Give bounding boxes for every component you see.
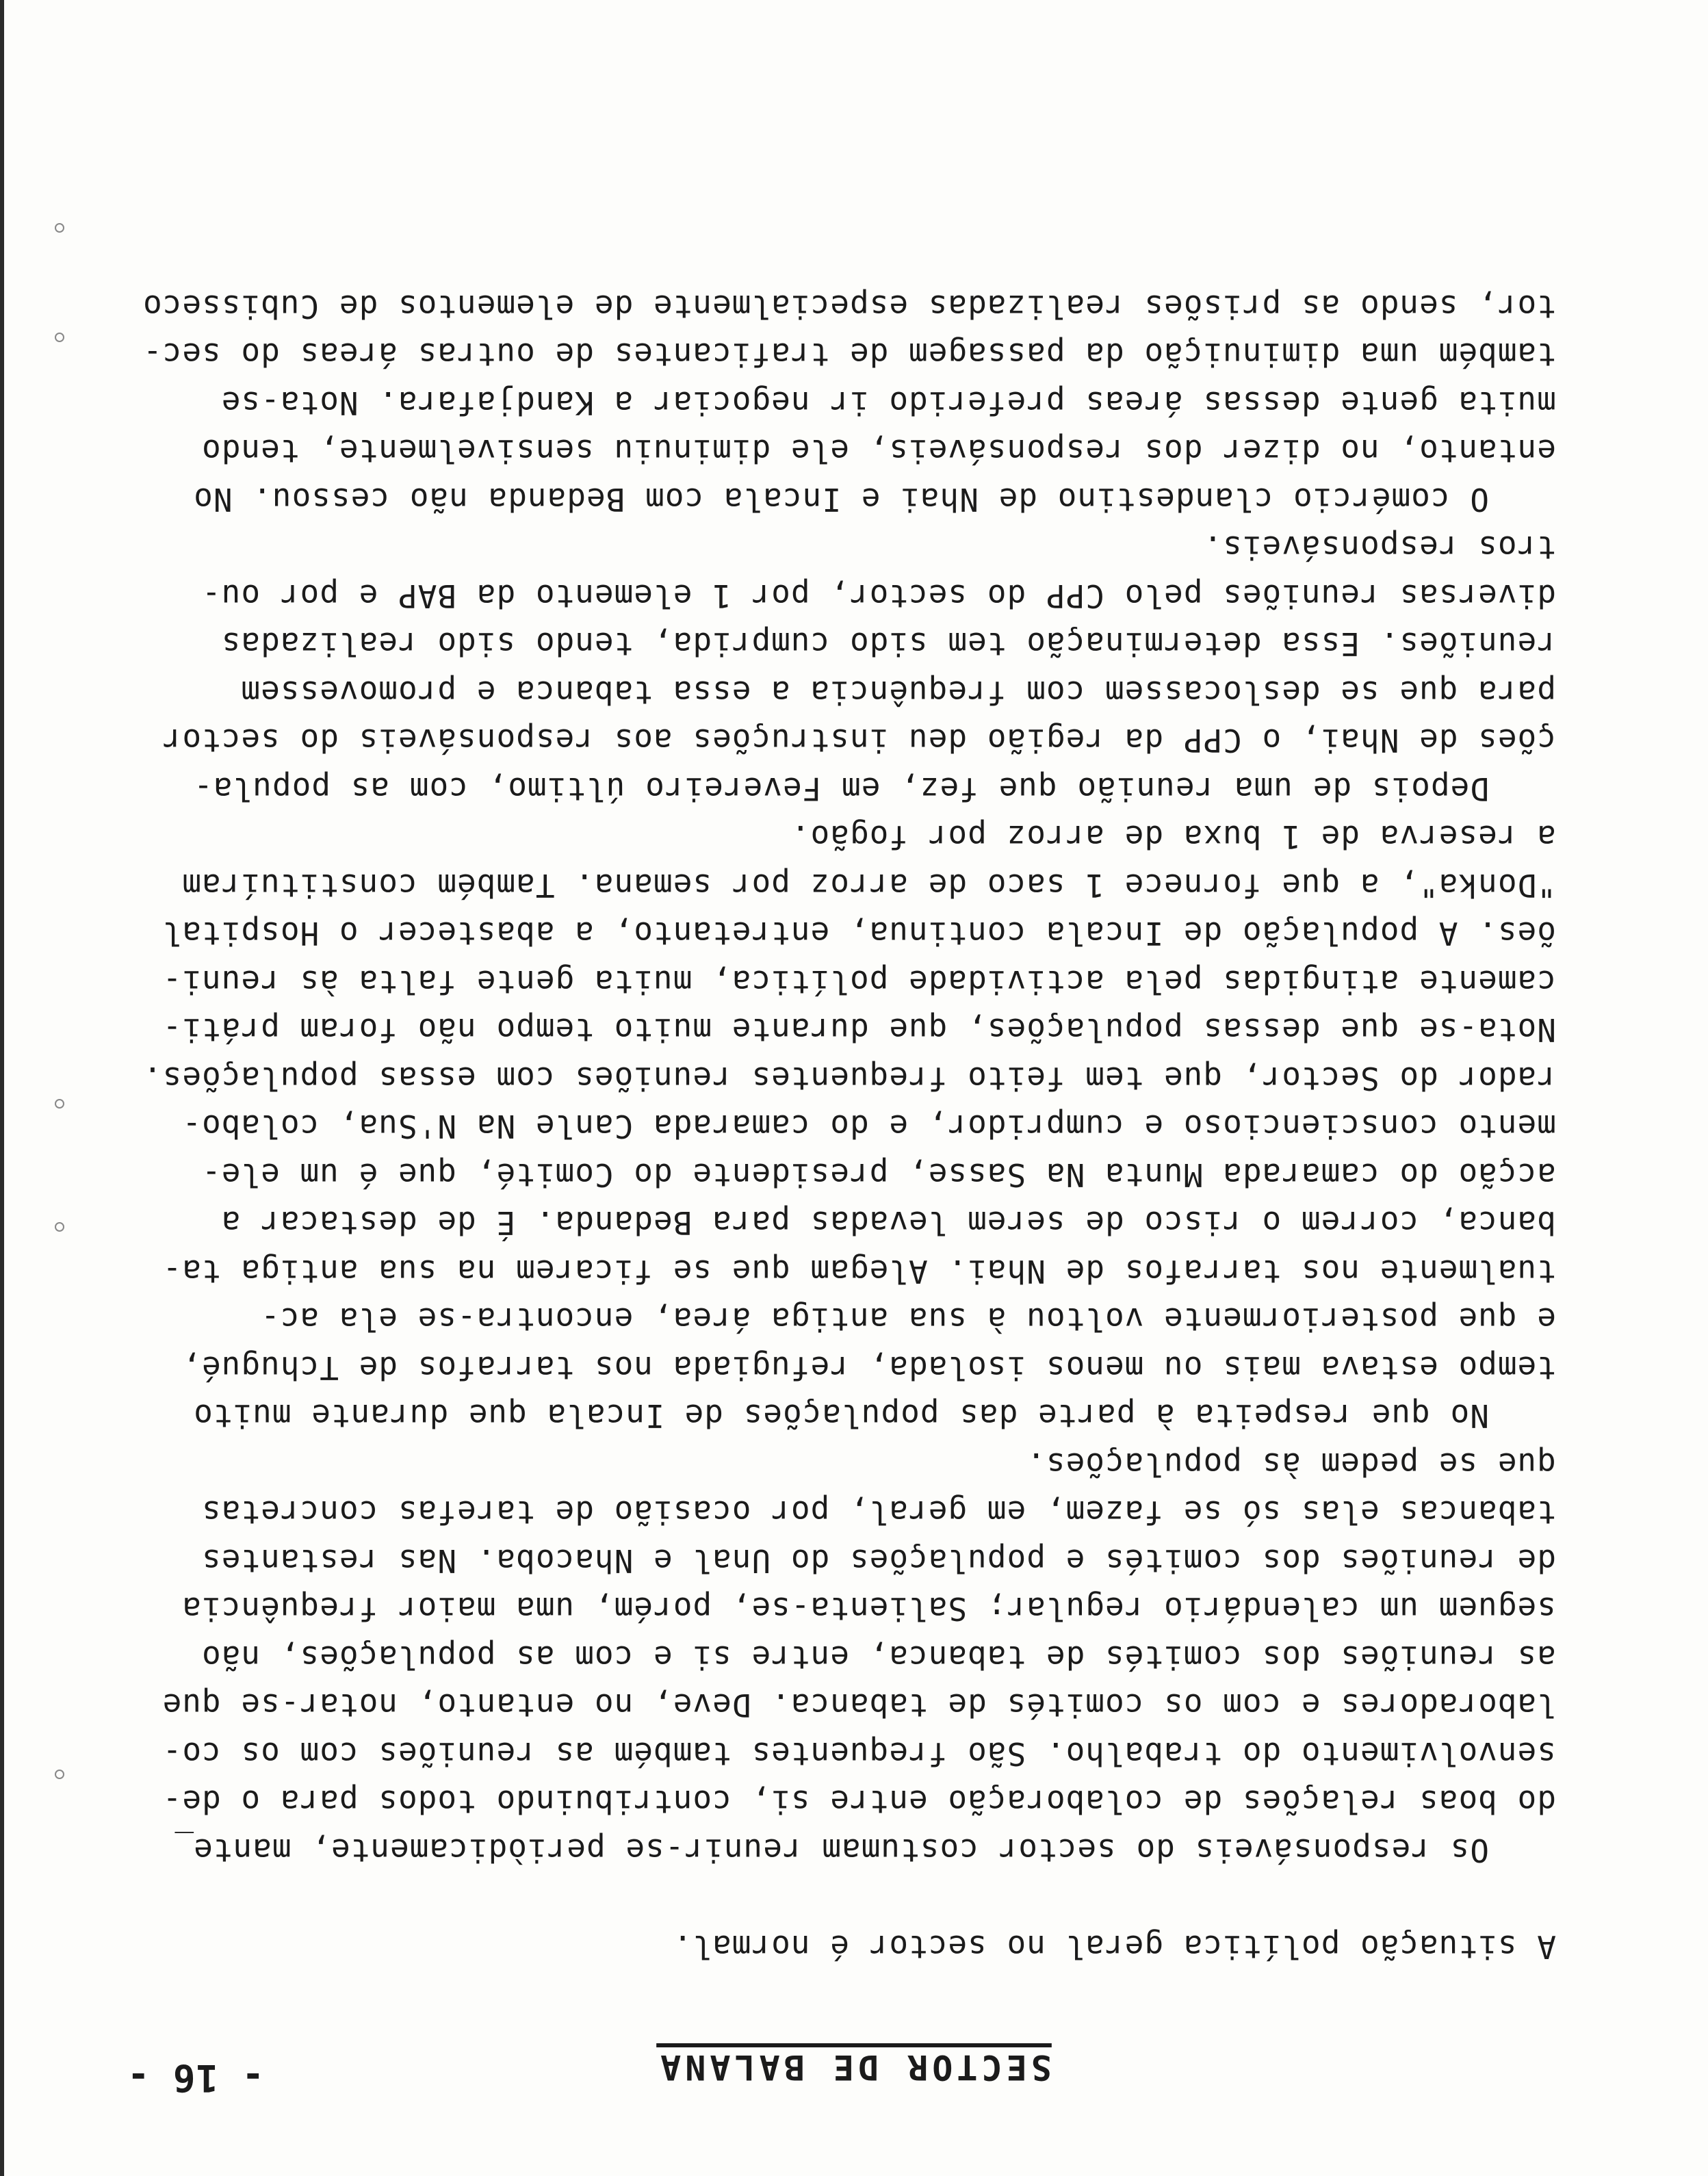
text-line: No que respeita à parte das populações de Incala que durante muito: [193, 1397, 1489, 1435]
text-line: entanto, no dizer dos responsáveis, ele diminuiu sensivelmente, tendo: [201, 432, 1556, 470]
text-line: tros responsáveis.: [1202, 529, 1556, 567]
section-title: SECTOR DE BALANA: [656, 2047, 1052, 2087]
text-line: que se pedem às populações.: [1026, 1446, 1556, 1483]
text-line: tabancas elas só se fazem, em geral, por ocasião de tarefas concretas: [201, 1494, 1556, 1531]
text-line: mento consciencioso e cumpridor, e do camarada Canle Na N'Sua, colabo-: [181, 1108, 1556, 1145]
binding-hole: [55, 223, 64, 233]
text-line: do boas relações de colaboração entre si, contribuindo todos para o de-: [161, 1783, 1556, 1821]
text-line: A situação política geral no sector é normal.: [672, 1928, 1556, 1965]
text-line: camente atingidas pela actividade política, muita gente falta às reuni-: [161, 963, 1556, 1000]
text-line: de reuniões dos comités e populações do Unal e Nhacoba. Nas restantes: [201, 1542, 1556, 1579]
text-line: ões. A população de Incala continua, entretanto, a abastecer o Hospital: [161, 915, 1556, 953]
binding-hole: [55, 333, 64, 342]
binding-hole: [55, 1222, 64, 1232]
text-line: as reuniões dos comités de tabanca, entre si e com as populações, não: [201, 1639, 1556, 1676]
text-line: tor, sendo as prisões realizadas especialmente de elementos de Cubisseco: [142, 288, 1556, 325]
text-line: para que se deslocassem com frequência a essa tabanca e promovessem: [240, 674, 1556, 711]
paragraph-gap: [142, 1874, 1556, 1923]
text-line: acção do camarada Munta Na Sasse, presidente do Comité, que é um ele-: [201, 1156, 1556, 1193]
text-line: "Donka", a que fornece 1 saco de arroz por semana. Também constituíram: [181, 867, 1556, 904]
text-line: rador do Sector, que tem feito frequentes reuniões com essas populações.: [142, 1060, 1556, 1097]
text-line: tualmente nos tarrafos de Nhai. Alegam que se ficarem na sua antiga ta-: [161, 1253, 1556, 1290]
text-line: Os responsáveis do sector costumam reunir-se periòdicamente, mante̲: [174, 1832, 1489, 1869]
text-line: O comércio clandestino de Nhai e Incala com Bedanda não cessou. No: [193, 481, 1489, 518]
text-line: ções de Nhai, o CPP da região deu instruções aos responsáveis do sector: [161, 722, 1556, 760]
text-line: senvolvimento do trabalho. São frequentes também as reuniões com os co-: [161, 1735, 1556, 1772]
document-body: [142, 283, 1556, 1971]
text-line: reuniões. Essa determinação tem sido cumprida, tendo sido realizadas: [220, 625, 1556, 663]
text-line: banca, correm o risco de serem levadas para Bedanda. É de destacar a: [220, 1204, 1556, 1242]
text-line: diversas reuniões pelo CPP do sector, por 1 elemento da BAP e por ou-: [201, 578, 1556, 614]
text-line: seguem um calendário regular; Salienta-se, porém, uma maior frequência: [181, 1590, 1556, 1628]
text-line: muita gente dessas áreas preferido ir negociar a Kandjafara. Nota-se: [220, 385, 1556, 422]
text-line: Depois de uma reunião que fez, em Fevereiro último, com as popula-: [193, 770, 1489, 807]
page-number: - 16 -: [126, 2056, 264, 2099]
text-line: e que posteriormente voltou à sua antiga área, encontra-se ela ac-: [260, 1301, 1556, 1338]
binding-hole: [55, 1099, 64, 1109]
text-line: também uma diminuição da passagem de traficantes de outras áreas do sec-: [142, 336, 1556, 374]
scan-border: [0, 0, 10, 2176]
text-line: tempo estava mais ou menos isolada, refugiada nos tarrafos de Tchugué,: [181, 1349, 1556, 1386]
binding-hole: [55, 1770, 64, 1779]
text-line: a reserva de 1 buxa de arroz por fogão.: [790, 818, 1556, 856]
text-line: Nota-se que dessas populações, que durante muito tempo não foram práti-: [161, 1011, 1556, 1049]
text-line: laboradores e com os comités de tabanca. Deve, no entanto, notar-se que: [161, 1687, 1556, 1724]
